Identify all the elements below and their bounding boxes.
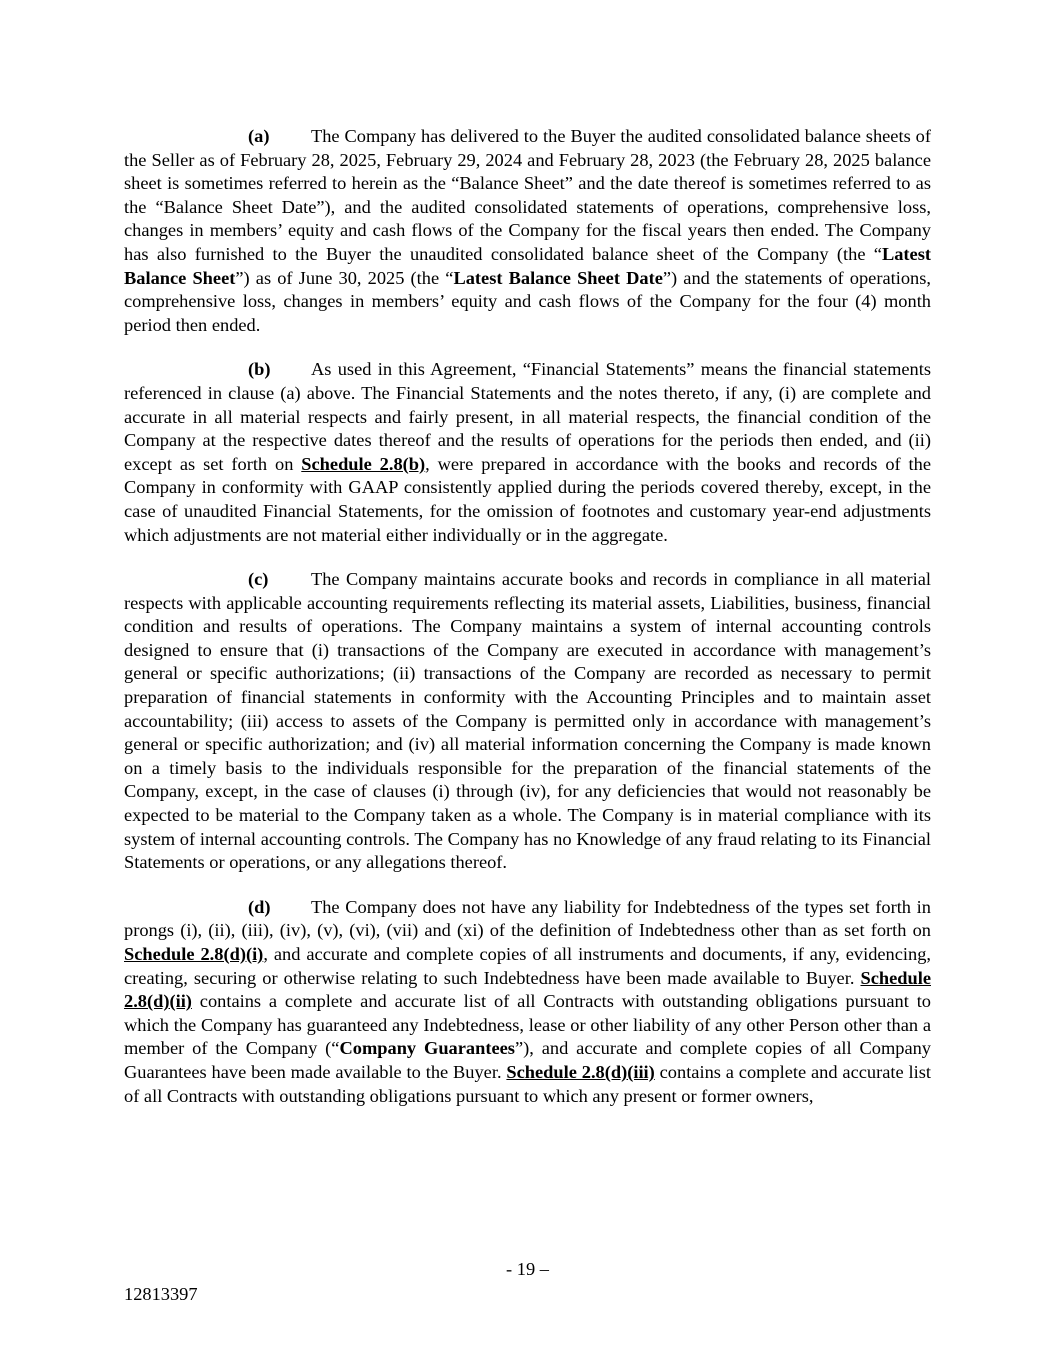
schedule-reference-2-8-d-iii: Schedule 2.8(d)(iii)	[506, 1061, 655, 1082]
paragraph-d-text-3: contains a complete and accurate list of all Contracts with outstanding obligations pursuant to which the Company has guaranteed any Indebtedness, lease or other liability of any other Person other than a member of the Company (“	[124, 991, 931, 1059]
paragraph-a-text-1: The Company has delivered to the Buyer the audited consolidated balance sheets of the Seller as of February 28, 2025, February 29, 2024 and February 28, 2023 (the February 28, 2025 balance sheet is sometimes referred to herein as the “Balance Sheet” and the date thereof is sometimes referred to as the “Balance Sheet Date”), and the audited consolidated statements of operations, comprehensive loss, changes in members’ equity and cash flows of the Company for the fiscal years then ended. The Company has also furnished to the Buyer the unaudited consolidated balance sheet of the Company (the “	[124, 126, 931, 264]
paragraph-c	[124, 568, 931, 875]
paragraph-b-label: (b)	[248, 359, 271, 380]
schedule-reference-2-8-d-i: Schedule 2.8(d)(i)	[124, 944, 264, 964]
schedule-reference-2-8-b: Schedule 2.8(b)	[301, 453, 426, 474]
paragraph-d	[124, 896, 931, 1108]
defined-term-latest-balance-sheet: Latest Balance Sheet	[124, 243, 931, 288]
paragraph-a-text-2: ”) as of June 30, 2025 (the “	[235, 267, 454, 288]
paragraph-d-text-2: , and accurate and complete copies of all instruments and documents, if any, evidencing, creating, securing or otherwise relating to such Indebtedness have been made available to Buyer.	[124, 944, 932, 988]
defined-term-company-guarantees: Company Guarantees	[339, 1038, 515, 1059]
page-number: - 19 –	[506, 1259, 549, 1279]
paragraph-b-text-2: , were prepared in accordance with the books and records of the Company in conformity with GAAP consistently applied during the periods covered thereby, except, in the case of unaudited Financial Statements, for the omission of footnotes and customary year-end adjustments which adjustments are not material either individually or in the aggregate.	[124, 453, 932, 545]
schedule-reference-2-8-d-ii: Schedule 2.8(d)(ii)	[124, 967, 931, 1012]
paragraph-c-label: (c)	[248, 569, 269, 590]
paragraph-a-label: (a)	[248, 126, 270, 146]
paragraph-b	[124, 358, 931, 547]
paragraph-a-text-3: ”) and the statements of operations, comprehensive loss, changes in members’ equity and cash flows of the Company for the four (4) month period then ended.	[124, 267, 932, 335]
paragraph-c-text: The Company maintains accurate books and records in compliance in all material respects with applicable accounting requirements reflecting its material assets, Liabilities, business, financial condition and results of operations. The Company maintains a system of internal accounting controls designed to ensure that (i) transactions of the Company are executed in accordance with management’s general or specific authorizations; (ii) transactions of the Company are recorded as necessary to permit preparation of financial statements in conformity with the Accounting Principles and to maintain asset accountability; (iii) access to assets of the Company is permitted only in accordance with management’s general or specific authorization; and (iv) all material information concerning the Company is made known on a timely basis to the individuals responsible for the preparation of the financial statements of the Company, except, in the case of clauses (i) through (iv), for any deficiencies that would not reasonably be expected to be material to the Company taken as a whole. The Company is in material compliance with its system of internal accounting controls. The Company has no Knowledge of any fraud relating to its Financial Statements or operations, or any allegations thereof.	[124, 569, 931, 873]
paragraph-d-text-5: contains a complete and accurate list of all Contracts with outstanding obligations pursuant to which any present or former owners,	[124, 1061, 931, 1106]
paragraph-d-text-4: ”), and accurate and complete copies of all Company Guarantees have been made available to the Buyer.	[124, 1038, 931, 1082]
paragraph-d-label: (d)	[248, 896, 271, 917]
paragraph-d-text-1: The Company does not have any liability for Indebtedness of the types set forth in prongs (i), (ii), (iii), (iv), (v), (vi), (vii) and (xi) of the definition of Indebtedness other than as set forth on	[124, 896, 931, 941]
paragraph-a	[124, 125, 931, 337]
document-body	[124, 125, 931, 1129]
document-id: 12813397	[124, 1284, 198, 1304]
paragraph-b-text-1: As used in this Agreement, “Financial Statements” means the financial statements referenced in clause (a) above. The Financial Statements and the notes thereto, if any, (i) are complete and accurate in all material respects and fairly present, in all material respects, the financial condition of the Company at the respective dates thereof and the results of operations for the periods then ended, and (ii) except as set forth on	[124, 359, 931, 474]
defined-term-latest-balance-sheet-date: Latest Balance Sheet Date	[453, 267, 663, 288]
